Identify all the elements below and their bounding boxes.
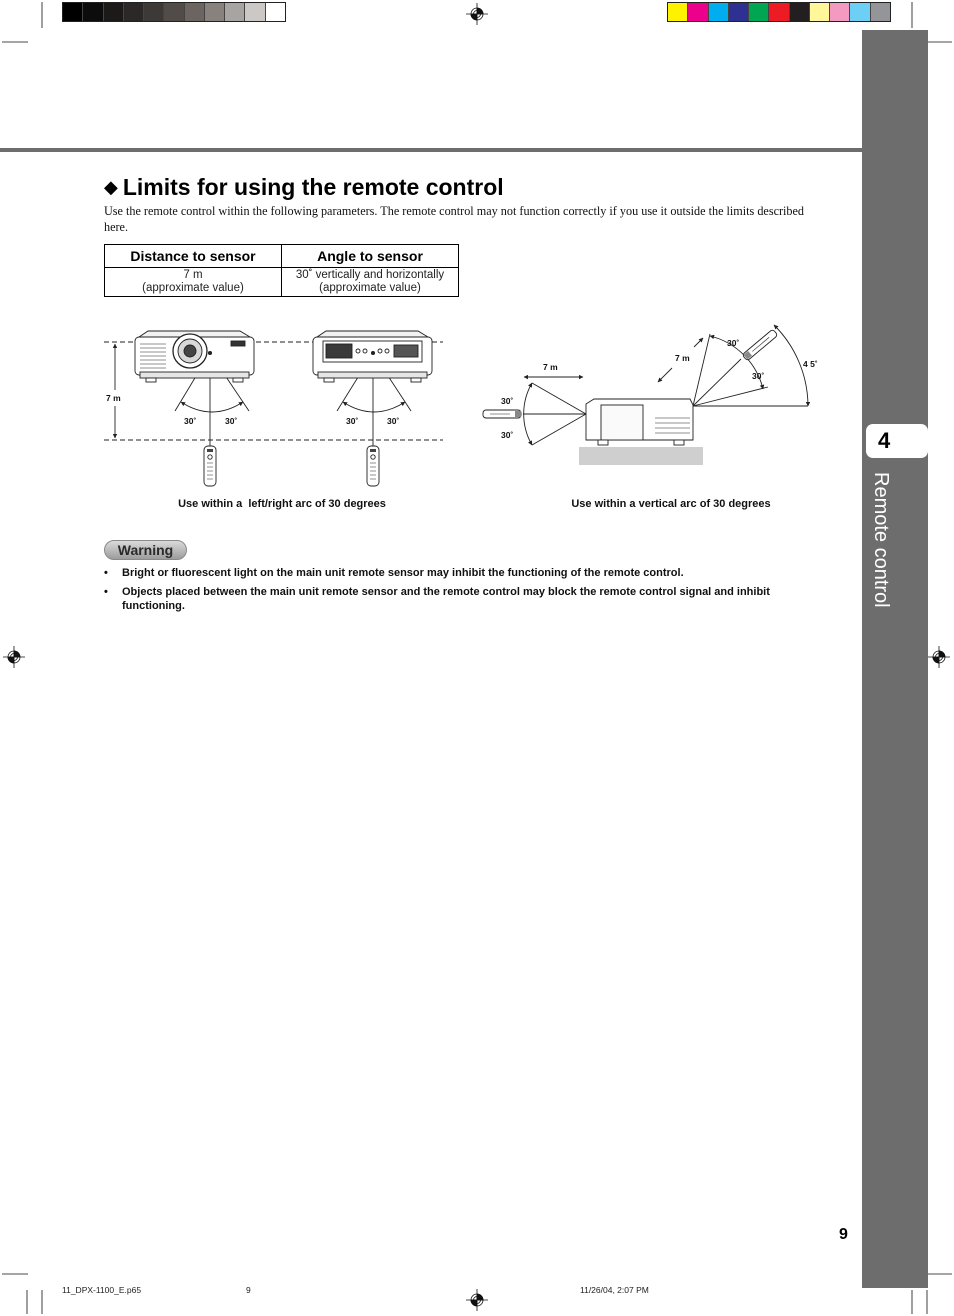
distance-label: 7 m xyxy=(543,362,558,372)
color-swatch xyxy=(810,3,830,21)
remote-limits-table xyxy=(104,244,459,297)
diamond-bullet-icon: ◆ xyxy=(104,177,118,198)
distance-value: 7 m xyxy=(183,269,203,281)
warning-text: Objects placed between the main unit remote sensor and the remote control may block the remote control signal and inhibit functioning. xyxy=(122,586,770,612)
distance-dimension-line xyxy=(694,338,703,347)
signal-limit-line xyxy=(532,383,586,414)
gray-swatch xyxy=(63,3,83,21)
angle-label: 30˚ xyxy=(752,371,765,381)
color-swatch xyxy=(871,3,890,21)
footer-file-name: 11_DPX-1100_E.p65 xyxy=(62,1285,142,1295)
registration-mark-bottom xyxy=(466,1289,488,1311)
bullet-icon: • xyxy=(104,586,108,598)
gray-swatch xyxy=(245,3,265,21)
color-swatch xyxy=(668,3,688,21)
horizontal-diagram-caption: Use within a left/right arc of 30 degrees xyxy=(178,498,386,510)
angle-label: 30˚ xyxy=(501,396,514,406)
color-swatch xyxy=(688,3,708,21)
projector-rear-view xyxy=(313,331,432,382)
chapter-title: Remote control xyxy=(870,472,892,608)
section-title-text: Limits for using the remote control xyxy=(122,174,504,200)
footer-timestamp: 11/26/04, 2:07 PM xyxy=(580,1285,649,1295)
remote-sensor xyxy=(231,341,245,346)
gray-swatch xyxy=(164,3,184,21)
distance-header: Distance to sensor xyxy=(105,245,282,268)
color-swatch xyxy=(850,3,870,21)
distance-cell xyxy=(105,268,282,297)
color-swatch xyxy=(749,3,769,21)
angle-label: 30˚ xyxy=(387,416,400,426)
remote-control-side xyxy=(483,410,521,418)
signal-center-line xyxy=(693,359,741,406)
gray-swatch xyxy=(104,3,124,21)
distance-note: (approximate value) xyxy=(142,282,244,294)
remote-control-angled xyxy=(742,329,778,361)
angle-label: 30˚ xyxy=(727,338,740,348)
color-control-bar xyxy=(667,2,891,22)
signal-limit-line xyxy=(693,387,768,406)
gray-swatch xyxy=(83,3,103,21)
angle-note: (approximate value) xyxy=(319,282,421,294)
angle-arc xyxy=(181,402,243,412)
warning-list xyxy=(104,566,834,618)
remote-range-diagram xyxy=(100,320,830,490)
signal-limit-line xyxy=(532,414,586,445)
warning-badge: Warning xyxy=(104,540,187,560)
side-panel xyxy=(601,405,643,440)
distance-label: 7 m xyxy=(106,393,121,403)
list-item xyxy=(104,566,834,580)
bullet-icon: • xyxy=(104,567,108,579)
angle-label: 30˚ xyxy=(184,416,197,426)
table-surface xyxy=(579,447,703,465)
projector-side-view xyxy=(586,399,693,445)
chapter-side-tab xyxy=(862,30,928,1288)
gray-swatch xyxy=(144,3,164,21)
footer-page: 9 xyxy=(246,1285,251,1295)
gray-swatch xyxy=(205,3,225,21)
color-swatch xyxy=(769,3,789,21)
gray-swatch xyxy=(225,3,245,21)
page-number: 9 xyxy=(839,1226,848,1243)
grayscale-control-bar xyxy=(62,2,286,22)
gray-swatch xyxy=(124,3,144,21)
color-swatch xyxy=(790,3,810,21)
angle-cell xyxy=(282,268,459,297)
header-rule xyxy=(0,148,862,152)
color-swatch xyxy=(729,3,749,21)
chapter-number-badge xyxy=(866,424,928,458)
angle-arc xyxy=(343,402,405,412)
vertical-range-diagram xyxy=(483,325,808,465)
intro-paragraph: Use the remote control within the following parameters. The remote control may not function correctly if you use it outside the limits described here. xyxy=(104,204,805,234)
distance-label: 7 m xyxy=(675,353,690,363)
registration-mark-right xyxy=(928,646,950,668)
gray-swatch xyxy=(185,3,205,21)
warning-text: Bright or fluorescent light on the main unit remote sensor may inhibit the functioning of the remote control. xyxy=(122,567,684,579)
projector-front-view xyxy=(135,331,254,382)
registration-mark-left xyxy=(3,646,25,668)
angle-label: 30˚ xyxy=(501,430,514,440)
angle-label: 30˚ xyxy=(346,416,359,426)
color-swatch xyxy=(830,3,850,21)
vertical-diagram-caption: Use within a vertical arc of 30 degrees xyxy=(571,498,771,510)
angle-value: 30˚ vertically and horizontally xyxy=(295,269,445,281)
section-title xyxy=(104,174,504,203)
table-header-row xyxy=(105,245,459,268)
distance-dimension-line xyxy=(658,368,672,382)
remote-control-rear xyxy=(367,446,379,486)
angle-label: 30˚ xyxy=(225,416,238,426)
gray-swatch xyxy=(266,3,285,21)
color-swatch xyxy=(709,3,729,21)
signal-limit-line xyxy=(693,334,710,406)
elevation-angle-label: 4 5˚ xyxy=(803,359,818,369)
chapter-number: 4 xyxy=(878,428,891,453)
remote-control-front xyxy=(204,446,216,486)
registration-mark-top xyxy=(466,3,488,25)
angle-header: Angle to sensor xyxy=(282,245,459,268)
table-row xyxy=(105,268,459,297)
horizontal-range-diagram xyxy=(104,331,443,486)
list-item xyxy=(104,585,834,613)
